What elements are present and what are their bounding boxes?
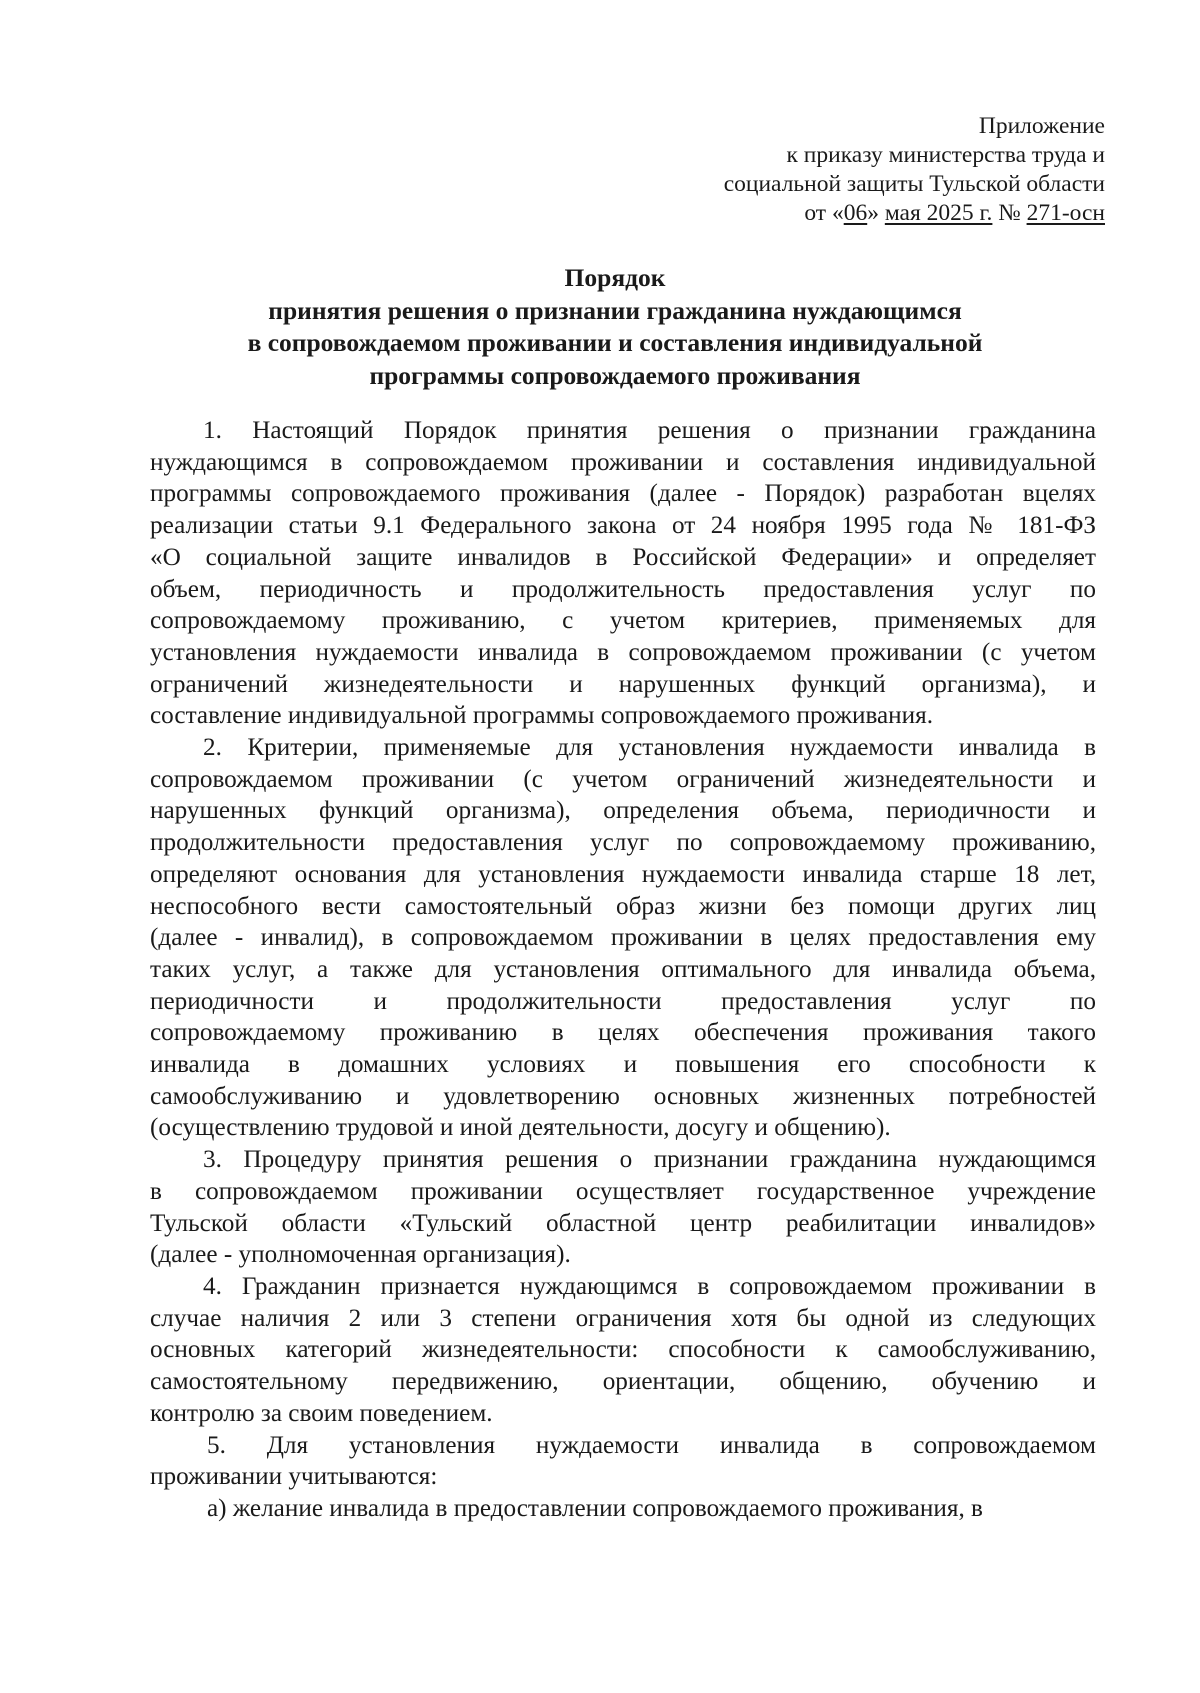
paragraph-line: самообслуживанию и удовлетворению основных жизненных потребностей [150, 1082, 1096, 1110]
title-line-1: Порядок [564, 263, 666, 292]
paragraph-line: ограничений жизнедеятельности и нарушенных функций организма), и [150, 670, 1096, 698]
order-date-number [724, 199, 1105, 228]
title-line-3: в сопровождаемом проживании и составления индивидуальной [247, 328, 983, 357]
paragraph-line: сопровождаемом проживании (с учетом ограничений жизнедеятельности и [150, 765, 1096, 793]
paragraph-line: объем, периодичность и продолжительность предоставления услуг по [150, 575, 1096, 603]
paragraph-line: контролю за своим поведением. [150, 1399, 493, 1427]
paragraph-line: сопровождаемому проживанию в целях обеспечения проживания такого [150, 1019, 1096, 1047]
paragraph-line: программы сопровождаемого проживания (далее - Порядок) разработан вцелях [150, 480, 1096, 508]
paragraph-line: нарушенных функций организма), определения объема, периодичности и [150, 797, 1096, 825]
paragraph-line: (далее - уполномоченная организация). [150, 1241, 571, 1269]
paragraph-line: в сопровождаемом проживании осуществляет государственное учреждение [150, 1177, 1096, 1205]
paragraph-line: (далее - инвалид), в сопровождаемом проживании в целях предоставления ему [150, 924, 1096, 952]
appendix-header [724, 112, 1105, 228]
paragraph-line: самостоятельному передвижению, ориентации, общению, обучению и [150, 1368, 1096, 1396]
paragraph-line: реализации статьи 9.1 Федерального закона от 24 ноября 1995 года № 181-ФЗ [150, 512, 1096, 540]
paragraph-p3 [150, 1144, 1096, 1271]
order-reference: к приказу министерства труда и [786, 142, 1105, 168]
paragraph-p2 [150, 732, 1096, 1144]
paragraph-line: случае наличия 2 или 3 степени ограничения хотя бы одной из следующих [150, 1304, 1096, 1332]
title-line-4: программы сопровождаемого проживания [369, 360, 861, 390]
paragraph-line: (осуществлению трудовой и иной деятельности, досугу и общению). [150, 1114, 891, 1142]
date-prefix: от « [804, 200, 844, 226]
paragraph-pa [150, 1493, 1096, 1525]
paragraph-p4 [150, 1271, 1096, 1430]
ministry-name: социальной защиты Тульской области [723, 171, 1105, 197]
order-month-year: мая 2025 г. [884, 200, 993, 226]
paragraph-line: 4. Гражданин признается нуждающимся в сопровождаемом проживании в [203, 1272, 1096, 1300]
date-mid: » [867, 200, 885, 226]
paragraph-line: 2. Критерии, применяемые для установления нуждаемости инвалида в [203, 734, 1096, 762]
document-body [150, 415, 1096, 1525]
paragraph-line: таких услуг, а также для установления оптимального для инвалида объема, [150, 955, 1096, 983]
paragraph-line: определяют основания для установления нуждаемости инвалида старше 18 лет, [150, 860, 1096, 888]
appendix-label: Приложение [978, 113, 1105, 139]
paragraph-line: инвалида в домашних условиях и повышения его способности к [150, 1051, 1096, 1079]
paragraph-line: неспособного вести самостоятельный образ жизни без помощи других лиц [150, 892, 1096, 920]
number-prefix: № [992, 200, 1027, 226]
paragraph-line: установления нуждаемости инвалида в сопровождаемом проживании (с учетом [150, 638, 1096, 666]
paragraph-line: Тульской области «Тульский областной центр реабилитации инвалидов» [150, 1209, 1096, 1237]
paragraph-line: периодичности и продолжительности предоставления услуг по [150, 987, 1096, 1015]
title-line-2: принятия решения о признании гражданина нуждающимся [268, 295, 962, 325]
document-title [150, 262, 1080, 392]
order-number: 271-осн [1026, 200, 1105, 226]
paragraph-line: 5. Для установления нуждаемости инвалида в сопровождаемом [207, 1431, 1096, 1459]
paragraph-line: 1. Настоящий Порядок принятия решения о признании гражданина [203, 417, 1096, 444]
paragraph-line: продолжительности предоставления услуг по сопровождаемому проживанию, [150, 829, 1096, 857]
paragraph-p1 [150, 415, 1096, 732]
order-day: 06 [843, 200, 868, 226]
paragraph-line: «О социальной защите инвалидов в Российской Федерации» и определяет [150, 543, 1096, 571]
paragraph-p5 [150, 1430, 1096, 1493]
paragraph-line: 3. Процедуру принятия решения о признании гражданина нуждающимся [203, 1146, 1096, 1174]
paragraph-line: проживании учитываются: [150, 1463, 438, 1491]
paragraph-line: основных категорий жизнедеятельности: способности к самообслуживанию, [150, 1336, 1096, 1364]
paragraph-line: нуждающимся в сопровождаемом проживании и составления индивидуальной [150, 448, 1096, 476]
paragraph-line: составление индивидуальной программы сопровождаемого проживания. [150, 702, 934, 730]
paragraph-line: сопровождаемому проживанию, с учетом критериев, применяемых для [150, 607, 1096, 635]
paragraph-line: а) желание инвалида в предоставлении сопровождаемого проживания, в [207, 1494, 983, 1522]
